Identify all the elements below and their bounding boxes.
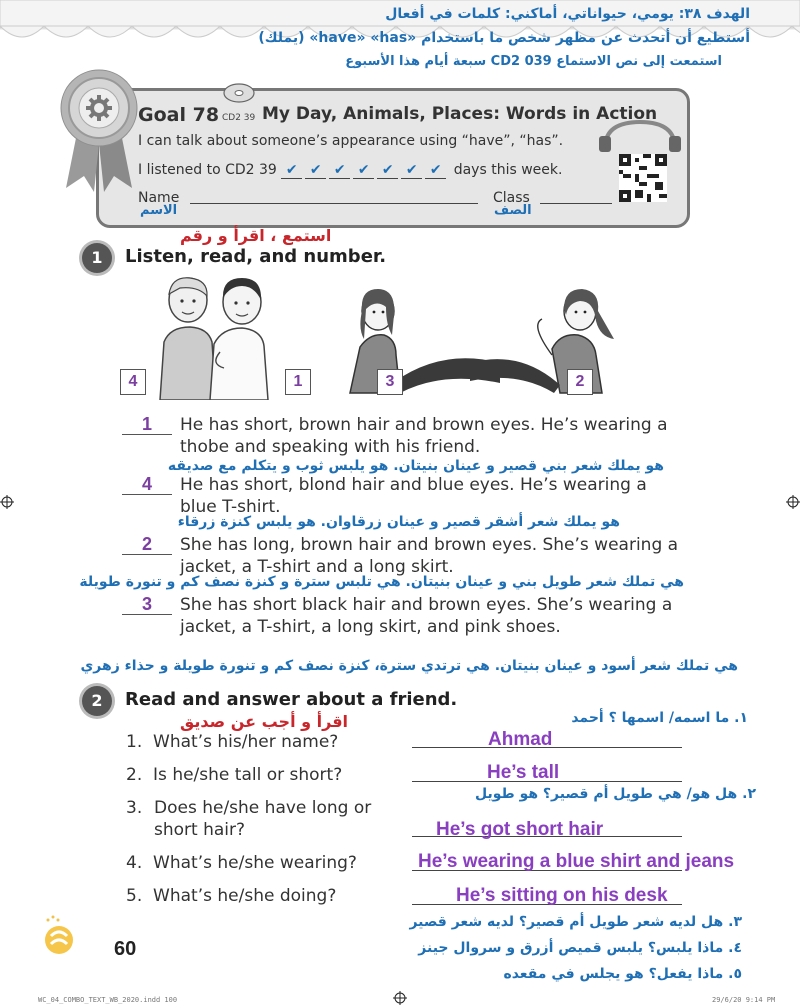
section2-number-badge: 2 (82, 686, 112, 716)
listened-prefix: I listened to CD2 39 (138, 162, 277, 178)
item4-text: She has short black hair and brown eyes. She’s wearing a jacket, a T-shirt, a long skirt, and pink shoes. (180, 595, 673, 637)
goal-cd-label: CD2 39 (222, 113, 256, 123)
question-4-text: What’s he/she wearing? (153, 853, 357, 873)
goal-title: My Day, Animals, Places: Words in Action (262, 104, 658, 124)
name-label: Name (138, 190, 180, 206)
answer-1[interactable]: Ahmad (488, 729, 553, 750)
header-arabic-listened: استمعت إلى نص الاستماع CD2 039 سبعة أيام هذا الأسبوع (345, 54, 722, 69)
check-2[interactable]: ✔ (305, 162, 326, 179)
registration-mark-icon (786, 495, 800, 509)
question-4 (126, 852, 357, 874)
awning-scallop (88, 26, 132, 37)
check-6[interactable]: ✔ (401, 162, 422, 179)
item3-translation: هي تملك شعر طويل بني و عينان بنيتان. هي تلبس سترة و كنزة نصف كم و تنورة طويلة (79, 574, 684, 590)
arabic-note-5: ٥. ماذا يفعل؟ هو يجلس في مقعده (503, 966, 742, 982)
picture-number-box-3[interactable]: 3 (377, 369, 403, 395)
awning-scallop (132, 26, 176, 37)
header-arabic-goal: الهدف ٣٨: يومي، حيواناتي، أماكني: كلمات في أفعال (385, 6, 750, 22)
class-label: Class (493, 190, 530, 206)
item1-text: He has short, brown hair and brown eyes. He’s wearing a thobe and speaking with his friend. (180, 415, 668, 457)
question-3 (126, 797, 396, 841)
goal-can-do: I can talk about someone’s appearance using “have”, “has”. (138, 133, 564, 149)
page-number: 60 (114, 938, 137, 960)
awning-scallop (748, 26, 792, 37)
publisher-logo-icon (42, 914, 76, 958)
picture-number-box-4[interactable]: 2 (567, 369, 593, 395)
awning-scallop (792, 26, 800, 37)
section2-title: Read and answer about a friend. (125, 689, 458, 710)
check-7[interactable]: ✔ (425, 162, 446, 179)
question-3-text: Does he/she have long or short hair? (154, 798, 372, 840)
item4-answer[interactable]: 3 (122, 594, 172, 615)
question-3-number: 3. (126, 798, 143, 818)
check-3[interactable]: ✔ (329, 162, 350, 179)
item3-answer[interactable]: 2 (122, 534, 172, 555)
class-field[interactable] (540, 203, 612, 204)
question-5-text: What’s he/she doing? (153, 886, 337, 906)
section2-title-arabic: اقرأ و أجب عن صديق (180, 712, 349, 731)
question-1-text: What’s his/her name? (153, 732, 339, 752)
check-1[interactable]: ✔ (281, 162, 302, 179)
item2-answer[interactable]: 4 (122, 474, 172, 495)
item1-translation: هو يملك شعر بني قصير و عينان بنيتان. هو يلبس ثوب و يتكلم مع صديقه (167, 458, 664, 474)
header-arabic-can-do: أستطيع أن أتحدث عن مظهر شخص ما باستخدام «have» «has» (يملك) (258, 30, 750, 46)
question-4-number: 4. (126, 853, 143, 873)
question-1-number: 1. (126, 732, 143, 752)
name-label-arabic: الاسم (140, 203, 178, 218)
check-5[interactable]: ✔ (377, 162, 398, 179)
listened-suffix: days this week. (453, 162, 563, 178)
question-2 (126, 764, 342, 786)
item2-text: He has short, blond hair and blue eyes. He’s wearing a blue T-shirt. (180, 475, 647, 517)
goal-number: Goal 78 (138, 104, 220, 126)
question-2-text: Is he/she tall or short? (153, 765, 343, 785)
answer-3[interactable]: He’s got short hair (436, 819, 604, 840)
arabic-note-1: ١. ما اسمه/ اسمها ؟ أحمد (571, 710, 748, 726)
arabic-note-3: ٣. هل لديه شعر طويل أم قصير؟ لديه شعر قصير (409, 914, 742, 930)
item2-translation: هو يملك شعر أشقر قصير و عينان زرقاوان. هو يلبس كنزة زرقاء (177, 514, 620, 530)
footer-date-info: 29/6/20 9:14 PM (712, 996, 776, 1004)
answer-2[interactable]: He’s tall (487, 762, 560, 783)
registration-mark-icon (0, 495, 14, 509)
arabic-note-2: ٢. هل هو/ هي طويل أم قصير؟ هو طويل (474, 786, 756, 802)
check-4[interactable]: ✔ (353, 162, 374, 179)
item1-answer[interactable]: 1 (122, 414, 172, 435)
name-field[interactable] (190, 203, 478, 204)
section1-title-arabic: استمع ، اقرأ و رقم (180, 226, 332, 245)
headphones-icon (595, 118, 685, 152)
class-label-arabic: الصف (494, 203, 532, 218)
question-5 (126, 885, 336, 907)
rosette-badge-icon (56, 68, 142, 194)
question-5-number: 5. (126, 886, 143, 906)
section1-title: Listen, read, and number. (125, 246, 387, 267)
cd-disc-icon (222, 82, 256, 104)
footer-file-info: WC_04_COMBO_TEXT_WB_2020.indd 100 (38, 996, 178, 1004)
picture-number-box-2[interactable]: 1 (285, 369, 311, 395)
arabic-note-4: ٤. ماذا يلبس؟ يلبس قميص أزرق و سروال جينز (418, 940, 742, 956)
awning-scallop (44, 26, 88, 37)
section1-number-badge: 1 (82, 243, 112, 273)
two-boys-illustration (150, 272, 285, 400)
answer-5[interactable]: He’s sitting on his desk (456, 885, 668, 906)
item4-translation: هي تملك شعر أسود و عينان بنيتان. هي ترتدي سترة، كنزة نصف كم و تنورة طويلة و حذاء زهري (80, 658, 738, 674)
picture-number-box-1[interactable]: 4 (120, 369, 146, 395)
question-1 (126, 731, 338, 753)
registration-mark-icon (393, 991, 407, 1005)
awning-scallop (176, 26, 220, 37)
awning-scallop (0, 26, 44, 37)
question-2-number: 2. (126, 765, 143, 785)
qr-code-icon (619, 154, 667, 202)
goal-listened-line (138, 162, 562, 179)
item3-text: She has long, brown hair and brown eyes. She’s wearing a jacket, a T-shirt and a long skirt. (180, 535, 679, 577)
answer-4[interactable]: He’s wearing a blue shirt and jeans (418, 851, 735, 872)
